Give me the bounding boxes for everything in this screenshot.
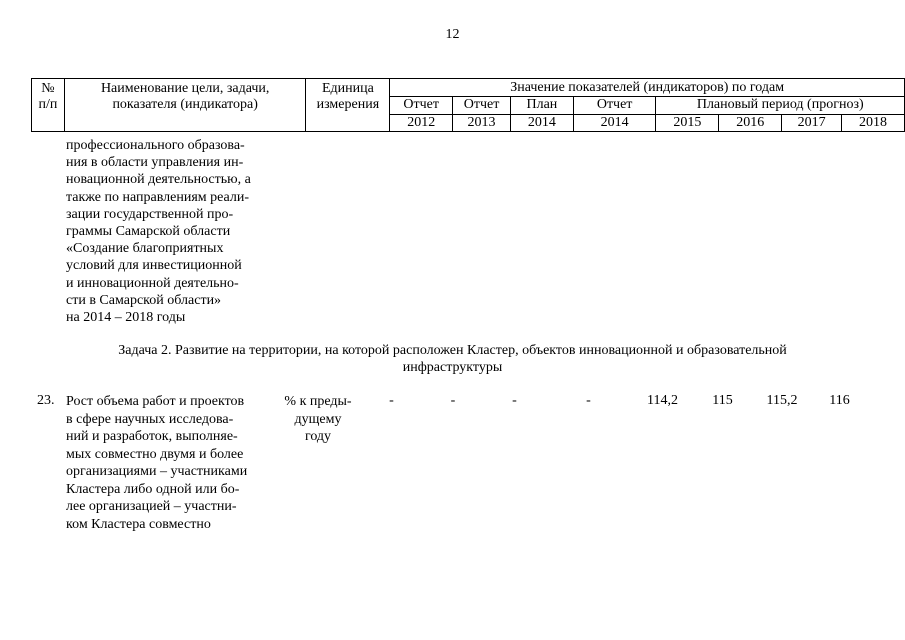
header-plan-period-title: Плановый период (прогноз) <box>656 97 905 115</box>
indicator-name <box>66 393 281 533</box>
header-plan-year: 2015 <box>656 115 719 132</box>
text-line: организациями – участниками <box>66 464 248 479</box>
text-line: новационной деятельностью, а <box>66 172 251 188</box>
header-period-year: 2013 <box>453 115 511 132</box>
value-2014-report: - <box>586 393 591 408</box>
continued-goal-text <box>66 137 281 326</box>
value-2015: 114,2 <box>647 393 678 408</box>
indicator-table-header <box>31 78 905 132</box>
text-line: «Создание благоприятных <box>66 241 224 257</box>
header-plan-year: 2018 <box>842 115 905 132</box>
page-number: 12 <box>445 27 460 42</box>
header-period-label: Отчет <box>573 97 656 115</box>
header-name-col: Наименование цели, задачи, показателя (индикатора) <box>64 79 306 132</box>
text-line: и инновационной деятельно- <box>66 275 239 291</box>
value-2018: 116 <box>829 393 850 408</box>
text-line: граммы Самарской области <box>66 224 231 240</box>
row-number: 23. <box>37 393 55 408</box>
text-line: зации государственной про- <box>66 206 234 222</box>
text-line: ния в области управления ин- <box>66 155 244 171</box>
text-line: также по направлениям реали- <box>66 189 249 205</box>
header-unit-col: Единица измерения <box>306 79 390 132</box>
text-line: Кластера либо одной или бо- <box>66 481 240 497</box>
value-2012-report: - <box>389 393 394 408</box>
text-line: мых совместно двумя и более <box>66 446 244 462</box>
value-2013-report: - <box>450 393 456 408</box>
text-line: на 2014 – 2018 годы <box>66 310 186 326</box>
value-2014-plan: - <box>512 393 517 408</box>
text-line: профессионального образова- <box>66 138 245 153</box>
text-line: условий для инвестиционной <box>66 258 242 274</box>
header-number-col: № п/п <box>32 79 65 132</box>
header-period-label: Отчет <box>390 97 453 115</box>
header-period-year: 2014 <box>510 115 573 132</box>
header-period-year: 2012 <box>390 115 453 132</box>
text-line: лее организацией – участни- <box>66 499 237 514</box>
header-values-title: Значение показателей (индикаторов) по годам <box>390 79 905 97</box>
text-line: ний и разработок, выполняе- <box>66 429 238 444</box>
text-line: сти в Самарской области» <box>66 292 222 308</box>
text-line: в сфере научных исследова- <box>66 411 234 427</box>
header-period-label: Отчет <box>453 97 511 115</box>
text-line: Рост объема работ и проектов <box>66 394 245 409</box>
header-period-year: 2014 <box>573 115 656 132</box>
value-2016: 115 <box>712 393 733 408</box>
header-plan-year: 2016 <box>719 115 782 132</box>
header-plan-year: 2017 <box>782 115 842 132</box>
task-heading: Задача 2. Развитие на территории, на которой расположен Кластер, объектов инновационной и образовательной инфраструктуры <box>118 343 787 375</box>
value-2017: 115,2 <box>766 393 798 408</box>
header-period-label: План <box>510 97 573 115</box>
indicator-unit: % к преды- дущему году <box>284 394 352 444</box>
text-line: ком Кластера совместно <box>66 516 211 532</box>
